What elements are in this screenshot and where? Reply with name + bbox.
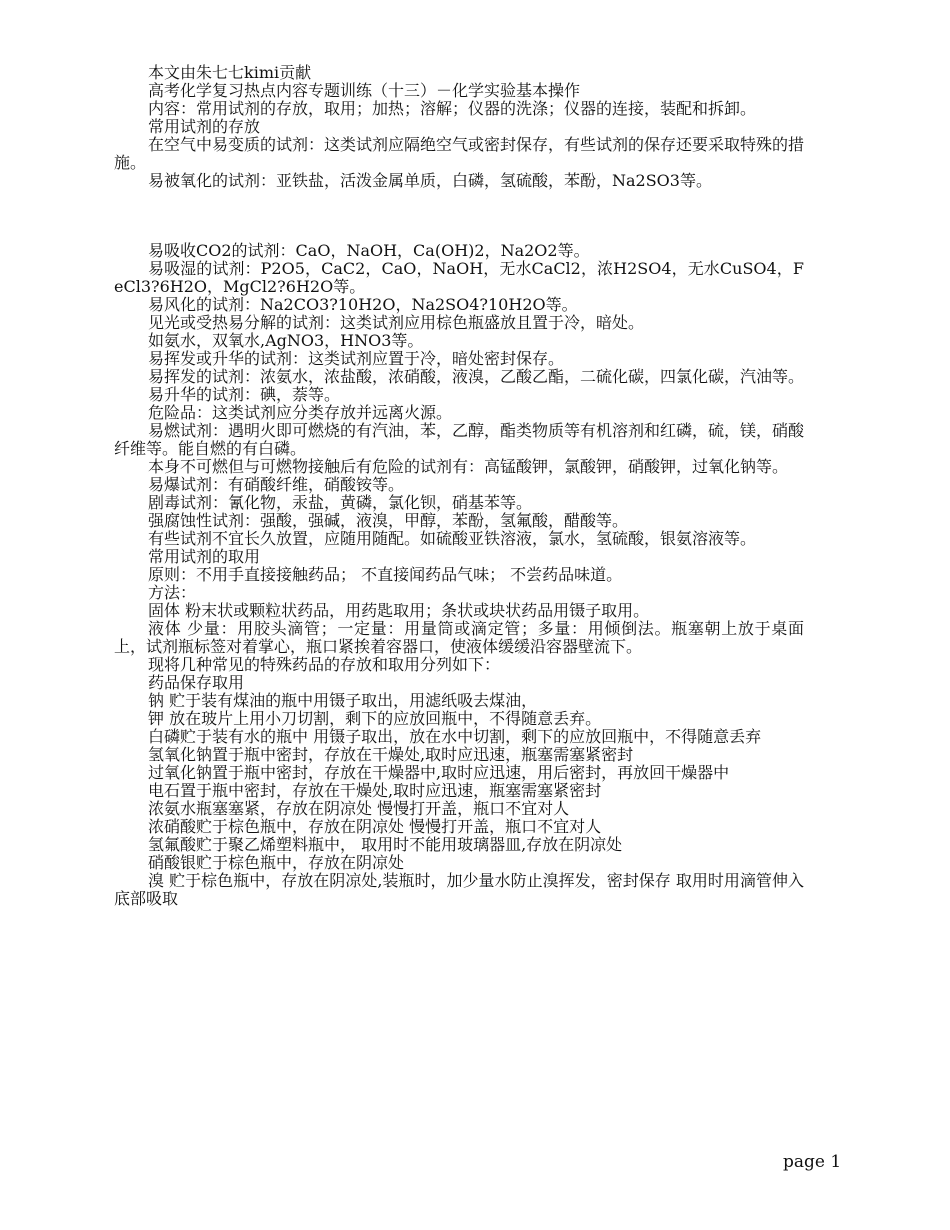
paragraph: 药品保存取用: [148, 673, 245, 692]
paragraph: 溴 贮于棕色瓶中，存放在阴凉处,装瓶时，加少量水防止溴挥发，密封保存 取用时用滴管伸入底部吸取: [114, 871, 804, 908]
paragraph: 氢氧化钠置于瓶中密封，存放在干燥处,取时应迅速，瓶塞需塞紧密封: [148, 745, 634, 764]
paragraph: 过氧化钠置于瓶中密封，存放在干燥器中,取时应迅速，用后密封，再放回干燥器中: [148, 763, 730, 782]
paragraph: 内容：常用试剂的存放，取用；加热；溶解；仪器的洗涤；仪器的连接，装配和拆卸。: [148, 99, 757, 118]
paragraph: 液体 少量：用胶头滴管；一定量：用量筒或滴定管；多量：用倾倒法。瓶塞朝上放于桌面上，试剂瓶标签对着掌心，瓶口紧挨着容器口，使液体缓缓沿容器壁流下。: [114, 619, 804, 656]
paragraph: 高考化学复习热点内容专题训练（十三）－化学实验基本操作: [148, 81, 581, 100]
paragraph: 剧毒试剂：氰化物，汞盐，黄磷，氯化钡，硝基苯等。: [148, 493, 533, 512]
paragraph: 钠 贮于装有煤油的瓶中用镊子取出，用滤纸吸去煤油，: [148, 691, 538, 710]
paragraph: 易被氧化的试剂：亚铁盐，活泼金属单质，白磷，氢硫酸，苯酚，Na2SO3等。: [148, 171, 712, 190]
page-number: page 1: [783, 1152, 842, 1172]
paragraph: 见光或受热易分解的试剂：这类试剂应用棕色瓶盛放且置于冷，暗处。: [148, 313, 645, 332]
paragraph: 有些试剂不宜长久放置，应随用随配。如硫酸亚铁溶液，氯水，氢硫酸，银氨溶液等。: [148, 529, 757, 548]
paragraph: 易风化的试剂：Na2CO3?10H2O，Na2SO4?10H2O等。: [148, 295, 578, 314]
paragraph: 浓氨水瓶塞塞紧，存放在阴凉处 慢慢打开盖，瓶口不宜对人: [148, 799, 570, 818]
paragraph: 本文由朱七七kimi贡献: [148, 63, 312, 82]
paragraph: 常用试剂的存放: [148, 117, 261, 136]
paragraph: 易升华的试剂：碘，萘等。: [148, 385, 341, 404]
paragraph: 硝酸银贮于棕色瓶中，存放在阴凉处: [148, 853, 405, 872]
blank-line: [114, 206, 804, 226]
paragraph: 强腐蚀性试剂：强酸，强碱，液溴，甲醇，苯酚，氢氟酸，醋酸等。: [148, 511, 629, 530]
paragraph: 白磷贮于装有水的瓶中 用镊子取出，放在水中切割，剩下的应放回瓶中，不得随意丢弃: [148, 727, 762, 746]
paragraph: 氢氟酸贮于聚乙烯塑料瓶中， 取用时不能用玻璃器皿,存放在阴凉处: [148, 835, 623, 854]
paragraph: 如氨水，双氧水,AgNO3，HNO3等。: [148, 331, 424, 350]
paragraph: 易挥发或升华的试剂：这类试剂应置于冷，暗处密封保存。: [148, 349, 565, 368]
paragraph: 在空气中易变质的试剂：这类试剂应隔绝空气或密封保存，有些试剂的保存还要采取特殊的措施。: [114, 135, 805, 172]
paragraph: 原则：不用手直接接触药品； 不直接闻药品气味； 不尝药品味道。: [148, 565, 623, 584]
paragraph: 易吸湿的试剂：P2O5，CaC2，CaO，NaOH，无水CaCl2，浓H2SO4，无水CuSO4，FeCl3?6H2O，MgCl2?6H2O等。: [114, 259, 804, 296]
paragraph: 固体 粉末状或颗粒状药品，用药匙取用；条状或块状药品用镊子取用。: [148, 601, 650, 620]
paragraph: 易挥发的试剂：浓氨水，浓盐酸，浓硝酸，液溴，乙酸乙酯，二硫化碳，四氯化碳，汽油等。: [148, 367, 805, 386]
paragraph: 方法：: [148, 583, 197, 602]
paragraph: 危险品：这类试剂应分类存放并远离火源。: [148, 403, 453, 422]
paragraph: 本身不可燃但与可燃物接触后有危险的试剂有：高锰酸钾，氯酸钾，硝酸钾，过氧化钠等。: [148, 457, 789, 476]
paragraph: 易爆试剂：有硝酸纤维，硝酸铵等。: [148, 475, 405, 494]
paragraph: 钾 放在玻片上用小刀切割，剩下的应放回瓶中，不得随意丢弃。: [148, 709, 602, 728]
paragraph: 现将几种常见的特殊药品的存放和取用分列如下：: [148, 655, 501, 674]
paragraph: 浓硝酸贮于棕色瓶中，存放在阴凉处 慢慢打开盖，瓶口不宜对人: [148, 817, 602, 836]
paragraph: 易吸收CO2的试剂：CaO，NaOH，Ca(OH)2，Na2O2等。: [148, 241, 590, 260]
document-body: [114, 64, 804, 908]
paragraph: 常用试剂的取用: [148, 547, 261, 566]
paragraph: 电石置于瓶中密封，存放在干燥处,取时应迅速，瓶塞需塞紧密封: [148, 781, 602, 800]
paragraph: 易燃试剂：遇明火即可燃烧的有汽油，苯，乙醇，酯类物质等有机溶剂和红磷，硫，镁，硝酸纤维等。能自燃的有白磷。: [114, 421, 805, 458]
